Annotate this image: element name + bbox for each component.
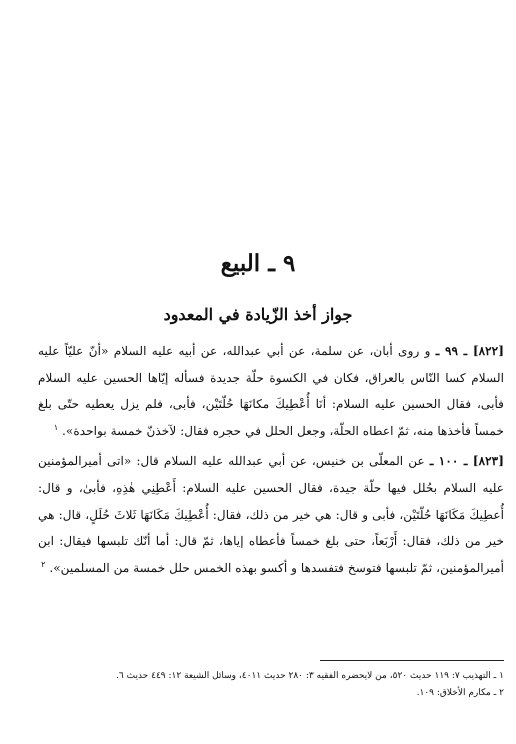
hadith-822: [38, 338, 504, 444]
hadith-text: عن المعلّى بن خنيس، عن أبي عبدالله عليه السلام قال: «اتى أميرالمؤمنين عليه السلام بحُلل فيها حلّة جيدة، فقال الحسين عليه السلام: أَعْطِنِي هٰذِهِ، فأبىٰ، و قال: أُعطِيكَ مَكَانَهَا حُلّتَيْن، فأبى و قال: هي خير من ذلك، فقال: أُعْطِيكَ مَكَانَهَا ثَلاثَ حُلَلٍ، قال: هي خير من ذلك، فقال: أَرْبَعاً، حتى بلغ خمساً فأعطاه إياها، ثمّ قال: أما أنّك تلبسها فيقال: ابن أميرالمؤمنين، ثمّ تلبسها فتوسخ فتفسدها و أكسو بهذه الخمس حلل خمسة من المسلمين».: [38, 454, 504, 575]
footnotes: [38, 668, 504, 702]
section-title: جواز أخذ الزّيادة في المعدود: [163, 305, 353, 324]
footnote-item: ٢ ـ مكارم الأخلاق: ١٠٩.: [416, 688, 504, 698]
body-text: [38, 338, 504, 581]
hadith-text: و روى أبان، عن سلمة، عن أبي عبدالله، عن أبيه عليه السلام «أنّ عليّاً عليه السلام كسا النّاس بالعراق، فكان في الكسوة حلّة جديدة فسأله إيّاها الحسين عليه السلام فأبى، فقال الحسين عليه السلام: أنَا أُعْطِيكَ مكانَهَا حُلّتَيْن، فأبى، فلم يزل يعطيه حتّى بلغ خمساً فأخذها منه، ثمّ اعطاه الحلّة، وجعل الحلل في حجره فقال: لآخذنّ خمسة بواحدة».: [38, 344, 504, 438]
footnote-item: ١ ـ التهذيب ٧: ١١٩ حديث ٥٢٠، من لايحضره الفقيه ٣: ٢٨٠ حديث ٤٠١١، وسائل الشيعة ١٢: ٤٤٩ حديث ٦.: [116, 671, 504, 681]
footnote-ref: ١: [53, 422, 59, 432]
hadith-number: [٨٢٣] ـ ١٠٠ ـ: [429, 454, 504, 469]
hadith-823: [38, 448, 504, 581]
footnote-divider: [320, 660, 504, 661]
hadith-number: [٨٢٢] ـ ٩٩ ـ: [435, 344, 505, 358]
chapter-title: ٩ ـ البيع: [220, 250, 296, 277]
footnote-ref: ٢: [41, 559, 46, 569]
